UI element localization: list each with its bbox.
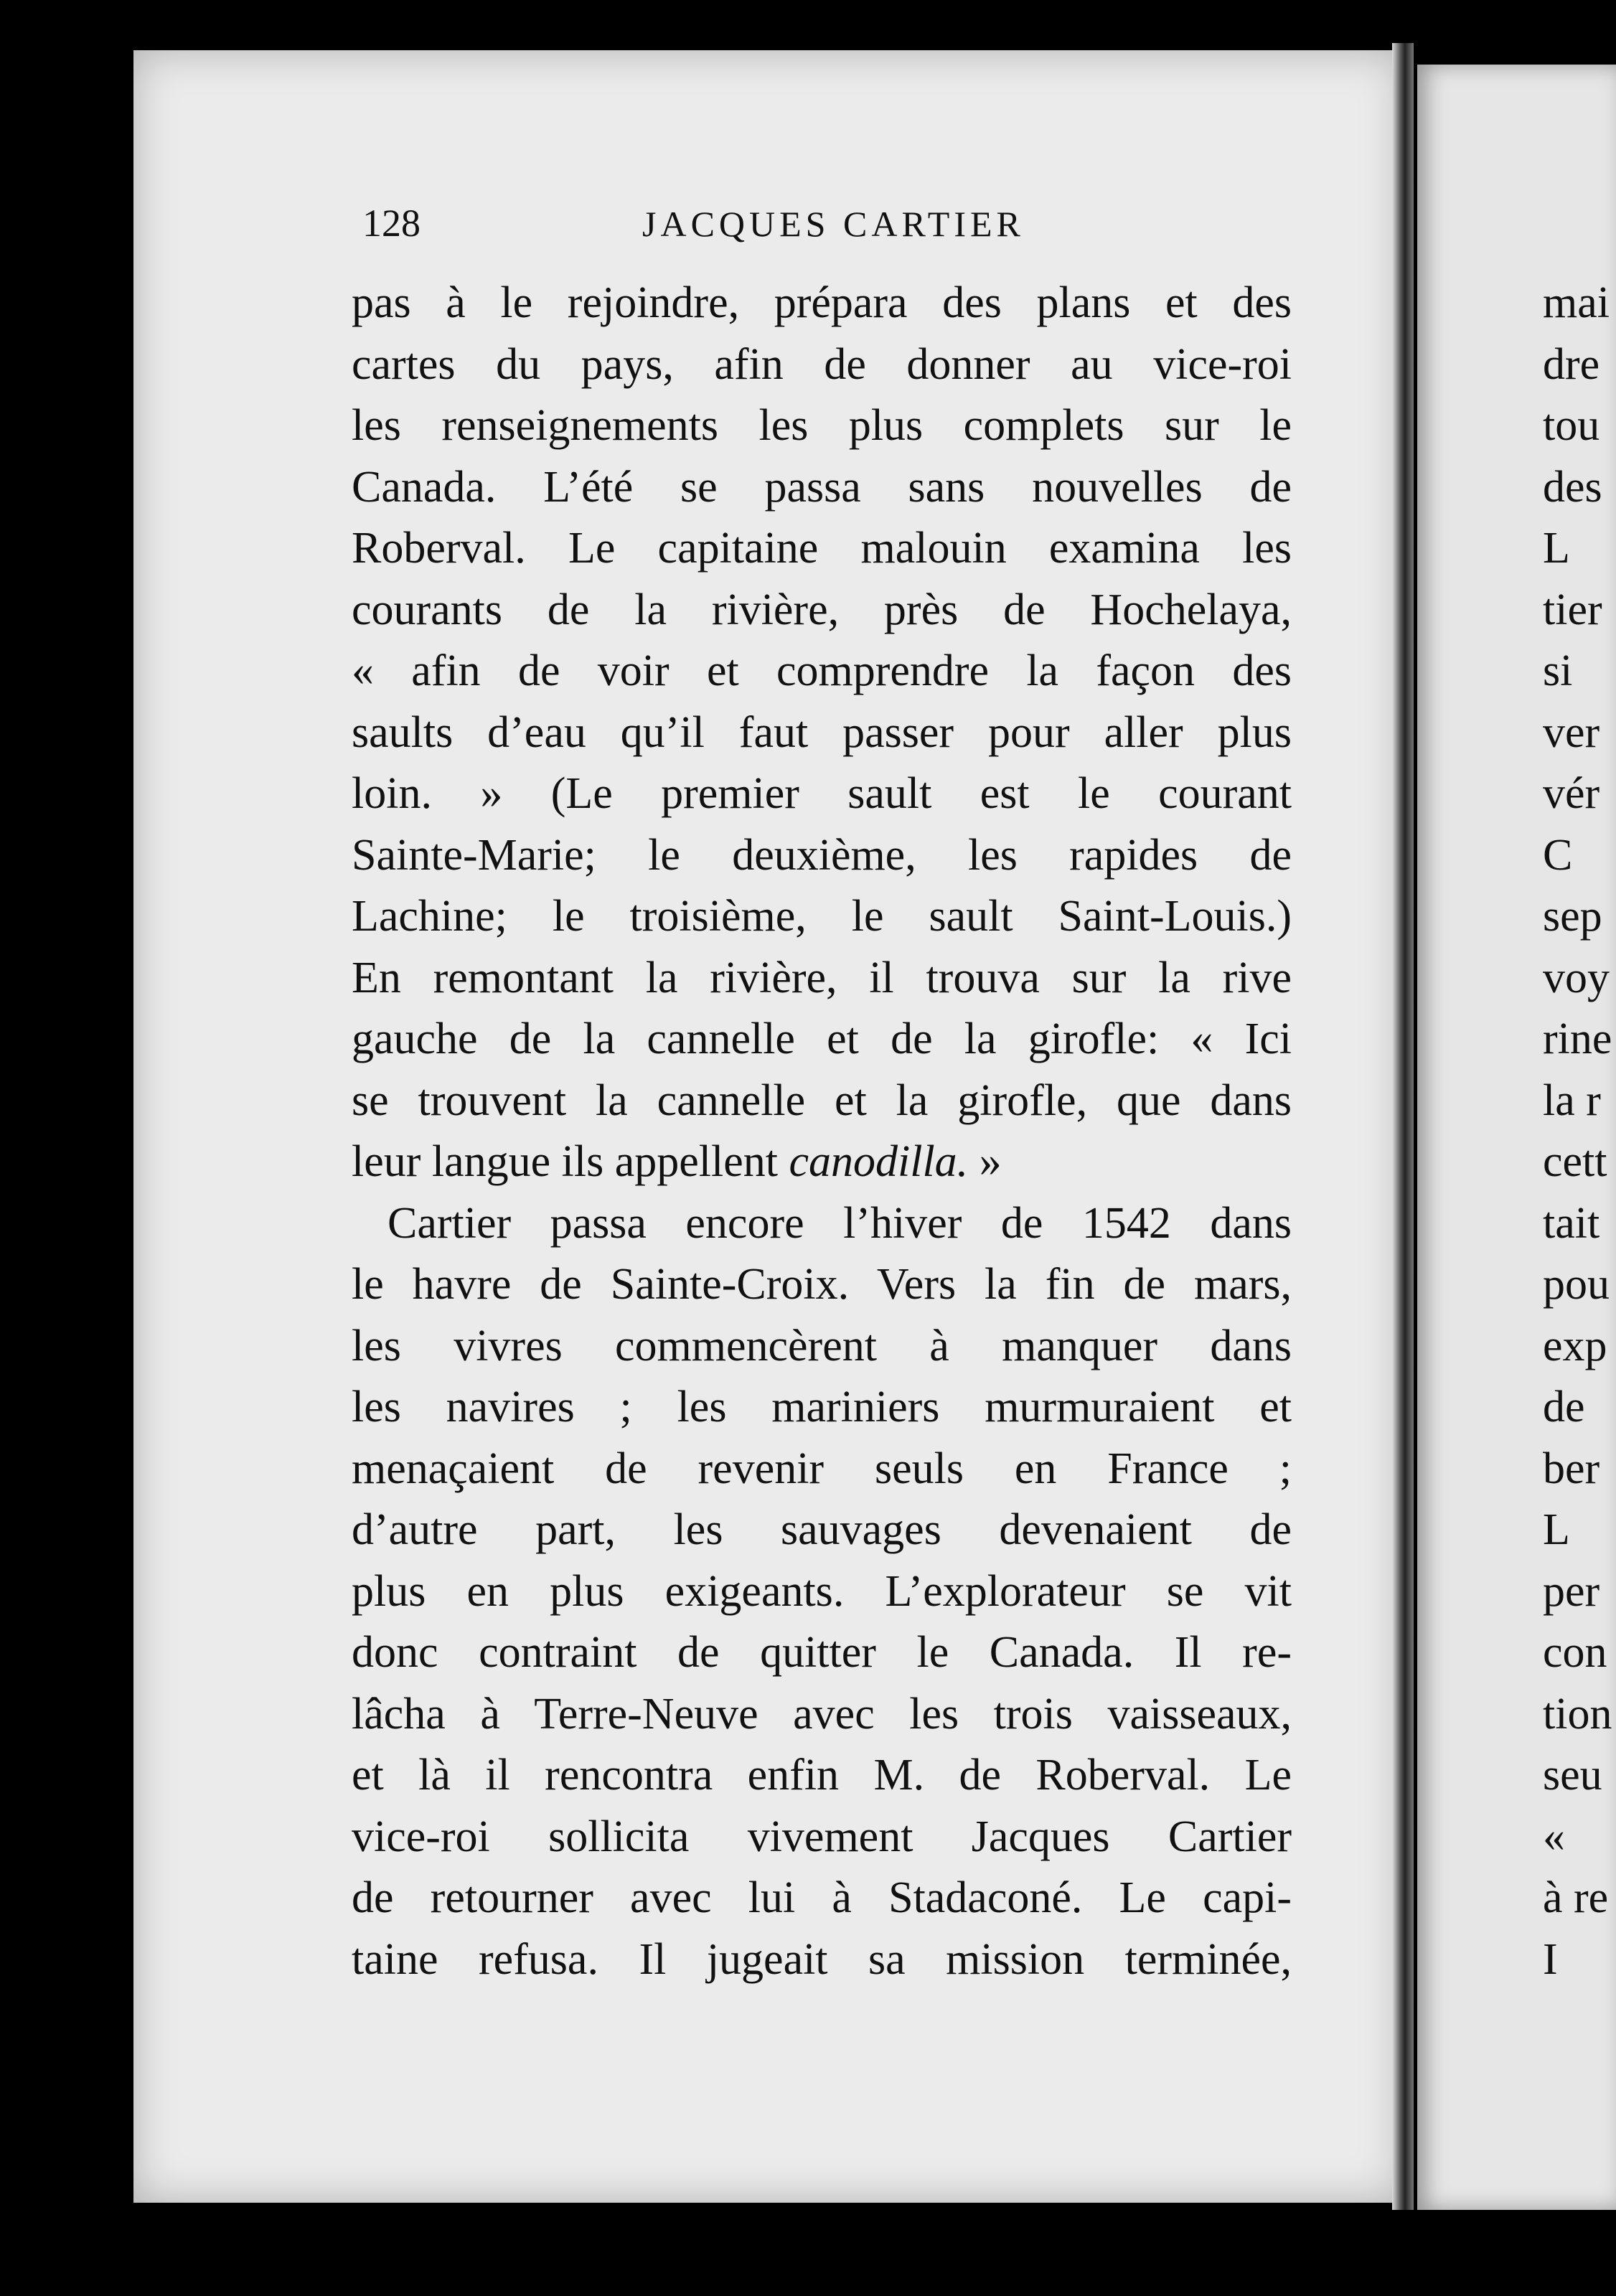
fragment: tait: [1543, 1198, 1600, 1248]
text-line: saults d’eau qu’il faut passer pour aller plus: [352, 707, 1292, 757]
text-line: d’autre part, les sauvages devenaient de: [352, 1505, 1292, 1554]
fragment: ber: [1543, 1444, 1600, 1493]
fragment: seu: [1543, 1751, 1602, 1799]
fragment: tou: [1543, 401, 1600, 450]
fragment: «: [1543, 1812, 1565, 1861]
closing-quote: »: [979, 1137, 1002, 1186]
fragment: per: [1543, 1566, 1600, 1616]
text-line: les navires ; les mariniers murmuraient et: [352, 1383, 1292, 1431]
text-fragment: leur langue ils appellent: [352, 1137, 778, 1186]
text-line: Roberval. Le capitaine malouin examina les: [352, 524, 1292, 573]
fragment: vér: [1543, 769, 1600, 818]
fragment: con: [1543, 1628, 1607, 1677]
fragment: sep: [1543, 892, 1602, 941]
text-line: taine refusa. Il jugeait sa mission terminée,: [352, 1934, 1292, 1984]
fragment: rine: [1543, 1015, 1612, 1063]
text-line: pas à le rejoindre, prépara des plans et des: [352, 278, 1292, 327]
text-line: Canada. L’été se passa sans nouvelles de: [352, 462, 1292, 512]
fragment: ver: [1543, 707, 1600, 757]
text-line: les vivres commencèrent à manquer dans: [352, 1321, 1292, 1370]
fragment: la r: [1543, 1076, 1601, 1125]
running-head: [362, 201, 1281, 258]
right-page-text: [1543, 273, 1616, 1990]
text-line: donc contraint de quitter le Canada. Il re-: [352, 1628, 1292, 1677]
fragment: voy: [1543, 953, 1610, 1002]
text-line: se trouvent la cannelle et la girofle, que dans: [352, 1076, 1292, 1125]
fragment: I: [1543, 1934, 1558, 1984]
text-line: lâcha à Terre-Neuve avec les trois vaisseaux,: [352, 1689, 1292, 1739]
body-text: [352, 273, 1292, 1990]
fragment: pou: [1543, 1260, 1610, 1309]
text-line: cartes du pays, afin de donner au vice-roi: [352, 339, 1292, 389]
text-line: les renseignements les plus complets sur le: [352, 401, 1292, 450]
text-line: de retourner avec lui à Stadaconé. Le capi-: [352, 1873, 1292, 1922]
fragment: dre: [1543, 339, 1600, 389]
text-line: Sainte-Marie; le deuxième, les rapides de: [352, 830, 1292, 880]
book-gutter: [1392, 43, 1414, 2210]
text-line: le havre de Sainte-Croix. Vers la fin de mars,: [352, 1260, 1292, 1309]
text-line: En remontant la rivière, il trouva sur la rive: [352, 953, 1292, 1002]
text-line: vice-roi sollicita vivement Jacques Cartier: [352, 1812, 1292, 1861]
text-line: plus en plus exigeants. L’explorateur se vit: [352, 1566, 1292, 1616]
fragment: L: [1543, 1505, 1570, 1554]
page-heading: JACQUES CARTIER: [642, 204, 1025, 244]
fragment: tion: [1543, 1689, 1612, 1739]
text-line: et là il rencontra enfin M. de Roberval. Le: [352, 1751, 1292, 1799]
text-line: gauche de la cannelle et de la girofle: « Ici: [352, 1015, 1292, 1063]
page-number: 128: [362, 202, 421, 245]
text-line: « afin de voir et comprendre la façon des: [352, 646, 1292, 695]
fragment: à re: [1543, 1873, 1609, 1922]
fragment: de: [1543, 1383, 1585, 1431]
fragment: des: [1543, 462, 1602, 512]
fragment: tier: [1543, 585, 1602, 634]
text-line-with-italic: [352, 1131, 1292, 1193]
fragment: exp: [1543, 1321, 1607, 1370]
fragment: cett: [1543, 1137, 1607, 1186]
text-line: Lachine; le troisième, le sault Saint-Louis.): [352, 892, 1292, 941]
italic-word: canodilla.: [789, 1137, 969, 1186]
fragment: si: [1543, 646, 1573, 695]
text-line: menaçaient de revenir seuls en France ;: [352, 1444, 1292, 1493]
fragment: C: [1543, 830, 1573, 880]
paragraph-start-line: Cartier passa encore l’hiver de 1542 dans: [387, 1198, 1292, 1248]
text-line: courants de la rivière, près de Hochelaya,: [352, 585, 1292, 634]
text-line: loin. » (Le premier sault est le courant: [352, 769, 1292, 818]
fragment: mai: [1543, 278, 1610, 327]
fragment: L: [1543, 524, 1570, 573]
